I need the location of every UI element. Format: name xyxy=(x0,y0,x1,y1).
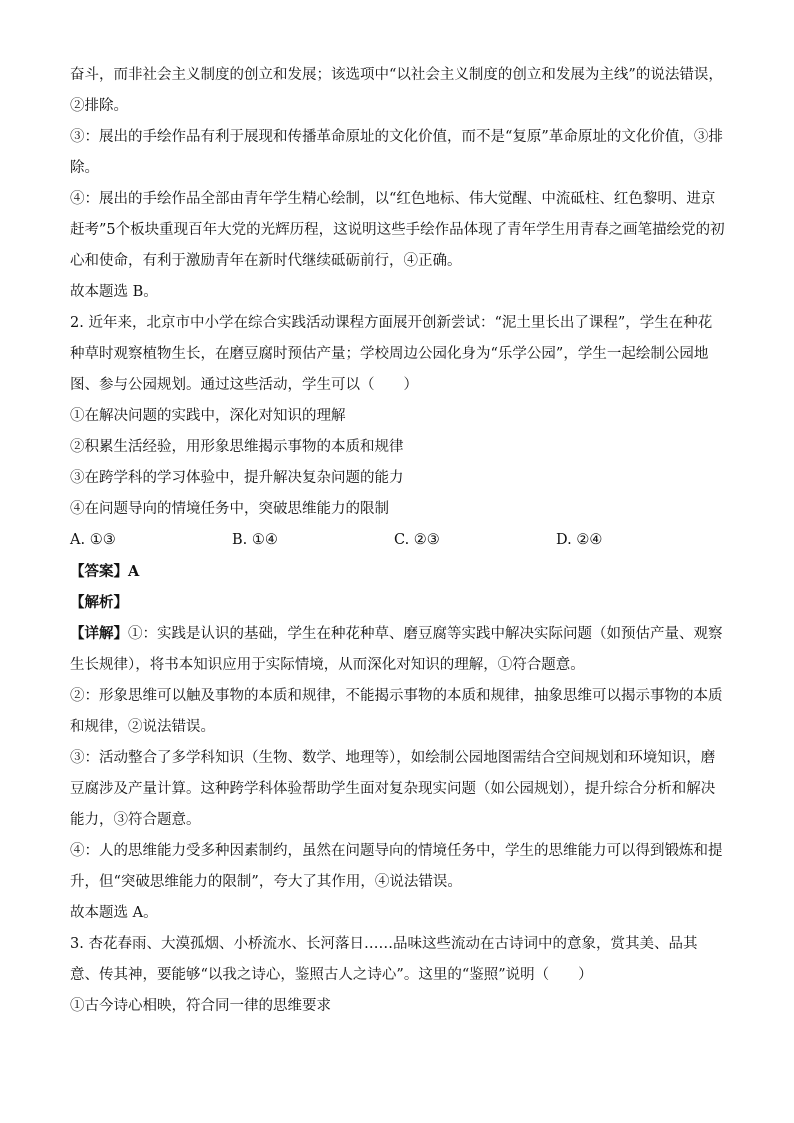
option-d: D. ②④ xyxy=(556,532,603,548)
detail-paragraph-3: ③：活动整合了多学科知识（生物、数学、地理等），如绘制公园地图需结合空间规划和环境知识，磨豆腐涉及产量计算。这种跨学科体验帮助学生面对复杂现实问题（如公园规划），提升综合分析和解决能力，③符合题意。 xyxy=(70,750,716,828)
text-line: 故本题选 B。 xyxy=(70,284,158,300)
question-2-statement-2: ②积累生活经验，用形象思维揭示事物的本质和规律 xyxy=(70,439,404,455)
conclusion-line: 故本题选 A。 xyxy=(70,905,158,921)
option-b: B. ①④ xyxy=(232,532,278,548)
option-c: C. ②③ xyxy=(394,532,440,548)
question-2-statement-1: ①在解决问题的实践中，深化对知识的理解 xyxy=(70,408,346,424)
document-content xyxy=(70,60,726,1022)
answer-label: 【答案】A xyxy=(70,563,140,580)
question-3-stem: 3. 杏花春雨、大漠孤烟、小桥流水、长河落日……品味这些流动在古诗词中的意象，赏其美、品其意、传其神，要能够“以我之诗心，鉴照古人之诗心”。这里的“鉴照”说明（ ） xyxy=(70,936,698,983)
text-line: ④：展出的手绘作品全部由青年学生精心绘制，以“红色地标、伟大觉醒、中流砥柱、红色黎明、进京赶考”5个板块重现百年大党的光辉历程，这说明这些手绘作品体现了青年学生用青春之画笔描绘党的初心和使命，有利于激励青年在新时代继续砥砺前行，④正确。 xyxy=(70,191,725,269)
analysis-title: 【解析】 xyxy=(70,594,128,611)
text-line: 奋斗，而非社会主义制度的创立和发展；该选项中“以社会主义制度的创立和发展为主线”的说法错误，②排除。 xyxy=(70,67,723,114)
detail-paragraph-2: ②：形象思维可以触及事物的本质和规律，不能揭示事物的本质和规律，抽象思维可以揭示事物的本质和规律，②说法错误。 xyxy=(70,688,723,735)
detail-paragraph-4: ④：人的思维能力受多种因素制约，虽然在问题导向的情境任务中，学生的思维能力可以得到锻炼和提升，但“突破思维能力的限制”，夸大了其作用，④说法错误。 xyxy=(70,843,723,890)
question-2-options xyxy=(70,525,726,556)
detail-paragraph-1 xyxy=(70,618,726,681)
text-line: ③：展出的手绘作品有利于展现和传播革命原址的文化价值，而不是“复原”革命原址的文化价值，③排除。 xyxy=(70,129,723,176)
option-a: A. ①③ xyxy=(70,532,116,548)
question-2-stem: 2. 近年来，北京市中小学在综合实践活动课程方面展开创新尝试：“泥土里长出了课程”，学生在种花种草时观察植物生长，在磨豆腐时预估产量；学校周边公园化身为“乐学公园”，学生一起绘制公园地图、参与公园规划。通过这些活动，学生可以（ ） xyxy=(70,315,713,393)
question-2-statement-3: ③在跨学科的学习体验中，提升解决复杂问题的能力 xyxy=(70,470,404,486)
detail-label: 【详解】 xyxy=(70,625,128,642)
detail-text: ①：实践是认识的基础，学生在种花种草、磨豆腐等实践中解决实际问题（如预估产量、观察生长规律），将书本知识应用于实际情境，从而深化对知识的理解，①符合题意。 xyxy=(70,626,723,673)
question-2-statement-4: ④在问题导向的情境任务中，突破思维能力的限制 xyxy=(70,501,389,517)
question-3-statement-1: ①古今诗心相映，符合同一律的思维要求 xyxy=(70,998,331,1014)
